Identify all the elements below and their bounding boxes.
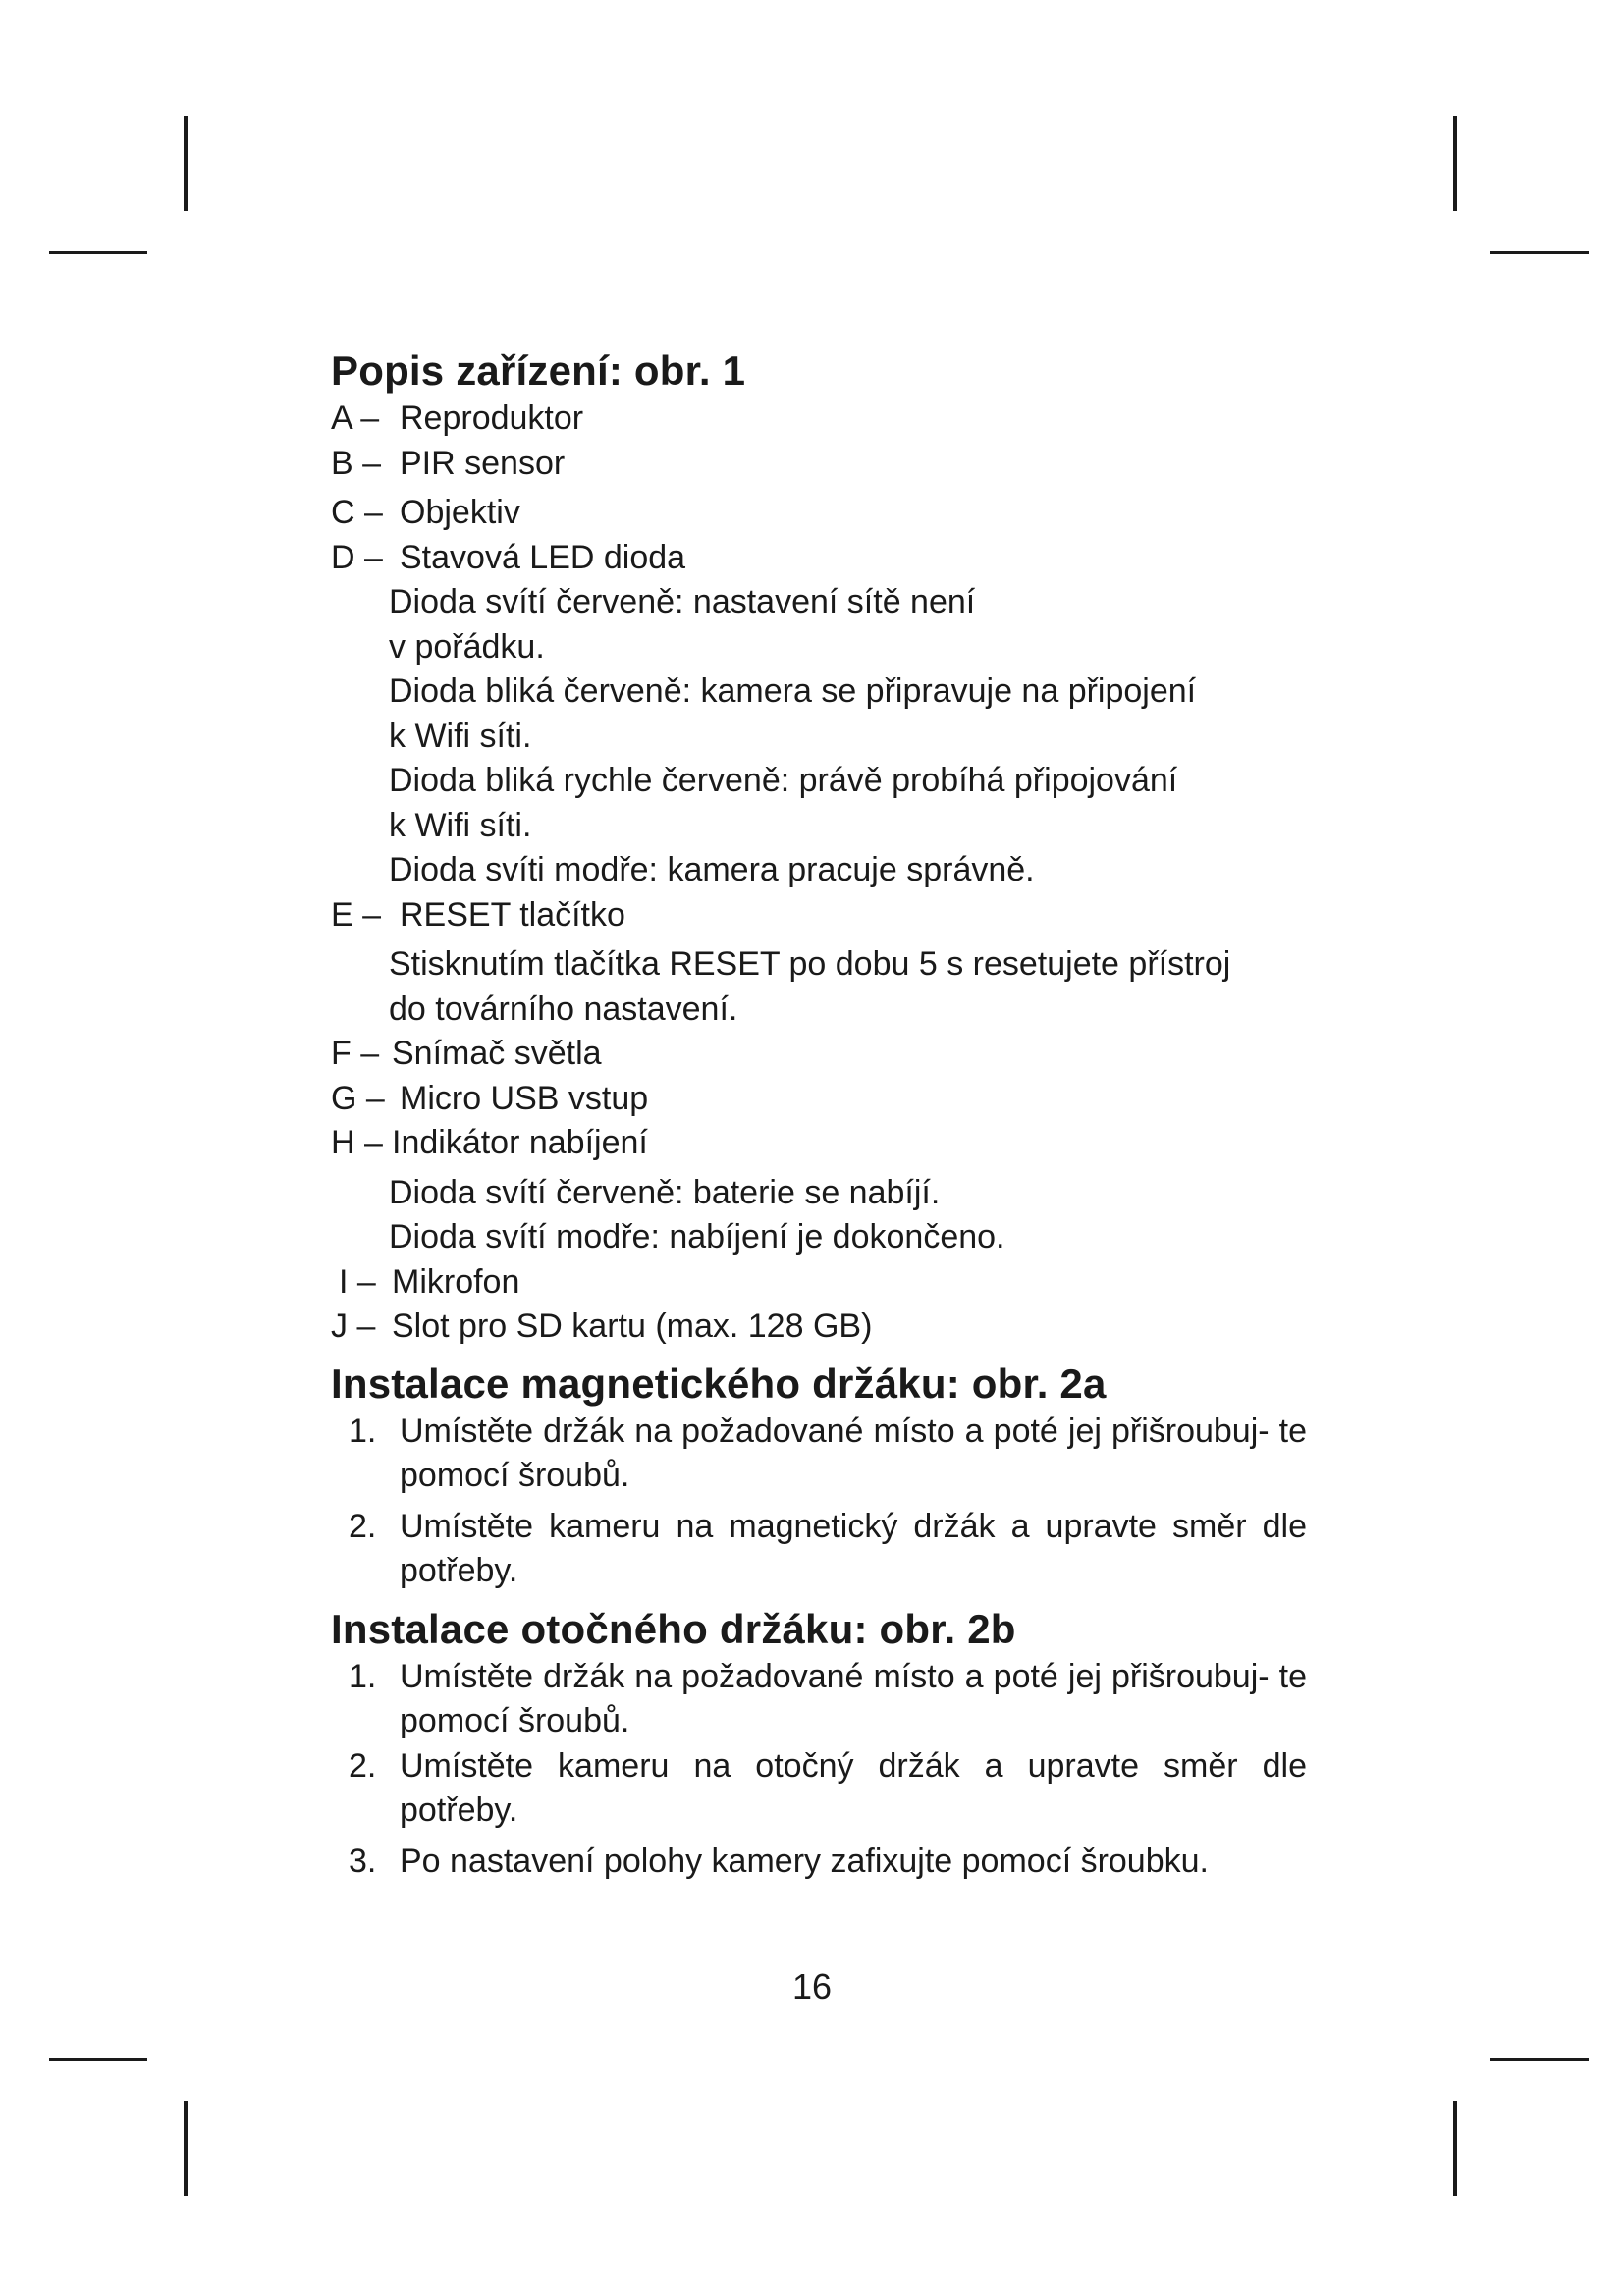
list-item-c <box>331 491 1313 536</box>
reset-note: Stisknutím tlačítka RESET po dobu 5 s resetujete přístroj <box>389 945 1231 983</box>
section-title-magnetic-holder: Instalace magnetického držáku: obr. 2a <box>331 1360 1107 1407</box>
crop-mark-top-right-vertical <box>1453 116 1457 211</box>
step-number: 3. <box>349 1842 377 1880</box>
led-note: v pořádku. <box>389 627 545 666</box>
step-number: 1. <box>349 1412 377 1450</box>
item-label: J – <box>331 1308 376 1345</box>
item-label: F – <box>331 1035 380 1072</box>
item-text: Mikrofon <box>392 1262 520 1301</box>
list-item-a <box>331 397 1313 442</box>
item-text: PIR sensor <box>400 444 566 482</box>
charging-note: Dioda svítí červeně: baterie se nabíjí. <box>389 1173 941 1211</box>
step-number: 2. <box>349 1507 377 1545</box>
crop-mark-bottom-left-horizontal <box>49 2058 147 2061</box>
list-item-d <box>331 536 1313 581</box>
charging-note: Dioda svítí modře: nabíjení je dokončeno. <box>389 1218 1005 1255</box>
crop-mark-top-right-horizontal <box>1490 251 1589 254</box>
step-item <box>331 1744 1313 1834</box>
item-label: E – <box>331 895 382 934</box>
step-text: Umístěte držák na požadované místo a poté jej přišroubuj- te pomocí šroubů. <box>400 1412 1307 1494</box>
manual-page-content <box>331 346 1313 1884</box>
item-text: Micro USB vstup <box>400 1079 649 1117</box>
page-number: 16 <box>791 1966 833 2006</box>
step-item <box>331 1655 1313 1744</box>
item-label: G – <box>331 1079 385 1117</box>
step-text: Po nastavení polohy kamery zafixujte pomocí šroubku. <box>400 1842 1209 1880</box>
item-label: I – <box>339 1262 376 1301</box>
item-text: Reproduktor <box>400 400 584 437</box>
crop-mark-bottom-right-vertical <box>1453 2101 1457 2196</box>
list-item-b <box>331 442 1313 487</box>
step-number: 2. <box>349 1746 377 1785</box>
list-item-j <box>331 1305 1313 1350</box>
crop-mark-top-left-vertical <box>184 116 188 211</box>
step-text: Umístěte kameru na magnetický držák a upravte směr dle potřeby. <box>400 1507 1307 1589</box>
list-item-g <box>331 1077 1313 1122</box>
list-item-e <box>331 893 1313 938</box>
led-note: k Wifi síti. <box>389 806 532 844</box>
section-title-rotary-holder: Instalace otočného držáku: obr. 2b <box>331 1605 1016 1652</box>
item-text: Snímač světla <box>392 1035 602 1072</box>
led-note: k Wifi síti. <box>389 717 532 755</box>
reset-note: do továrního nastavení. <box>389 989 738 1028</box>
item-text: Indikátor nabíjení <box>392 1124 648 1161</box>
item-text: Objektiv <box>400 494 520 531</box>
list-item-f <box>331 1032 1313 1077</box>
item-label: A – <box>331 400 380 437</box>
led-note: Dioda bliká rychle červeně: právě probíhá připojování <box>389 762 1178 799</box>
item-label: D – <box>331 538 383 576</box>
step-item <box>331 1410 1313 1499</box>
item-text: Slot pro SD kartu (max. 128 GB) <box>392 1308 873 1345</box>
item-text: RESET tlačítko <box>400 895 625 934</box>
step-number: 1. <box>349 1657 377 1695</box>
item-label: C – <box>331 494 383 531</box>
section-title-device-description: Popis zařízení: obr. 1 <box>331 347 746 394</box>
item-text: Stavová LED dioda <box>400 538 686 576</box>
list-item-h <box>331 1121 1313 1166</box>
list-item-i <box>331 1260 1313 1306</box>
led-note: Dioda svíti modře: kamera pracuje správně. <box>389 851 1035 888</box>
item-label: B – <box>331 444 382 482</box>
item-label: H – <box>331 1124 383 1161</box>
step-text: Umístěte kameru na otočný držák a upravte směr dle potřeby. <box>400 1746 1307 1829</box>
led-note: Dioda svítí červeně: nastavení sítě není <box>389 583 976 620</box>
crop-mark-top-left-horizontal <box>49 251 147 254</box>
step-item <box>331 1840 1313 1885</box>
crop-mark-bottom-right-horizontal <box>1490 2058 1589 2061</box>
led-note: Dioda bliká červeně: kamera se připravuje na připojení <box>389 672 1197 710</box>
step-text: Umístěte držák na požadované místo a poté jej přišroubuj- te pomocí šroubů. <box>400 1657 1307 1739</box>
crop-mark-bottom-left-vertical <box>184 2101 188 2196</box>
step-item <box>331 1505 1313 1594</box>
